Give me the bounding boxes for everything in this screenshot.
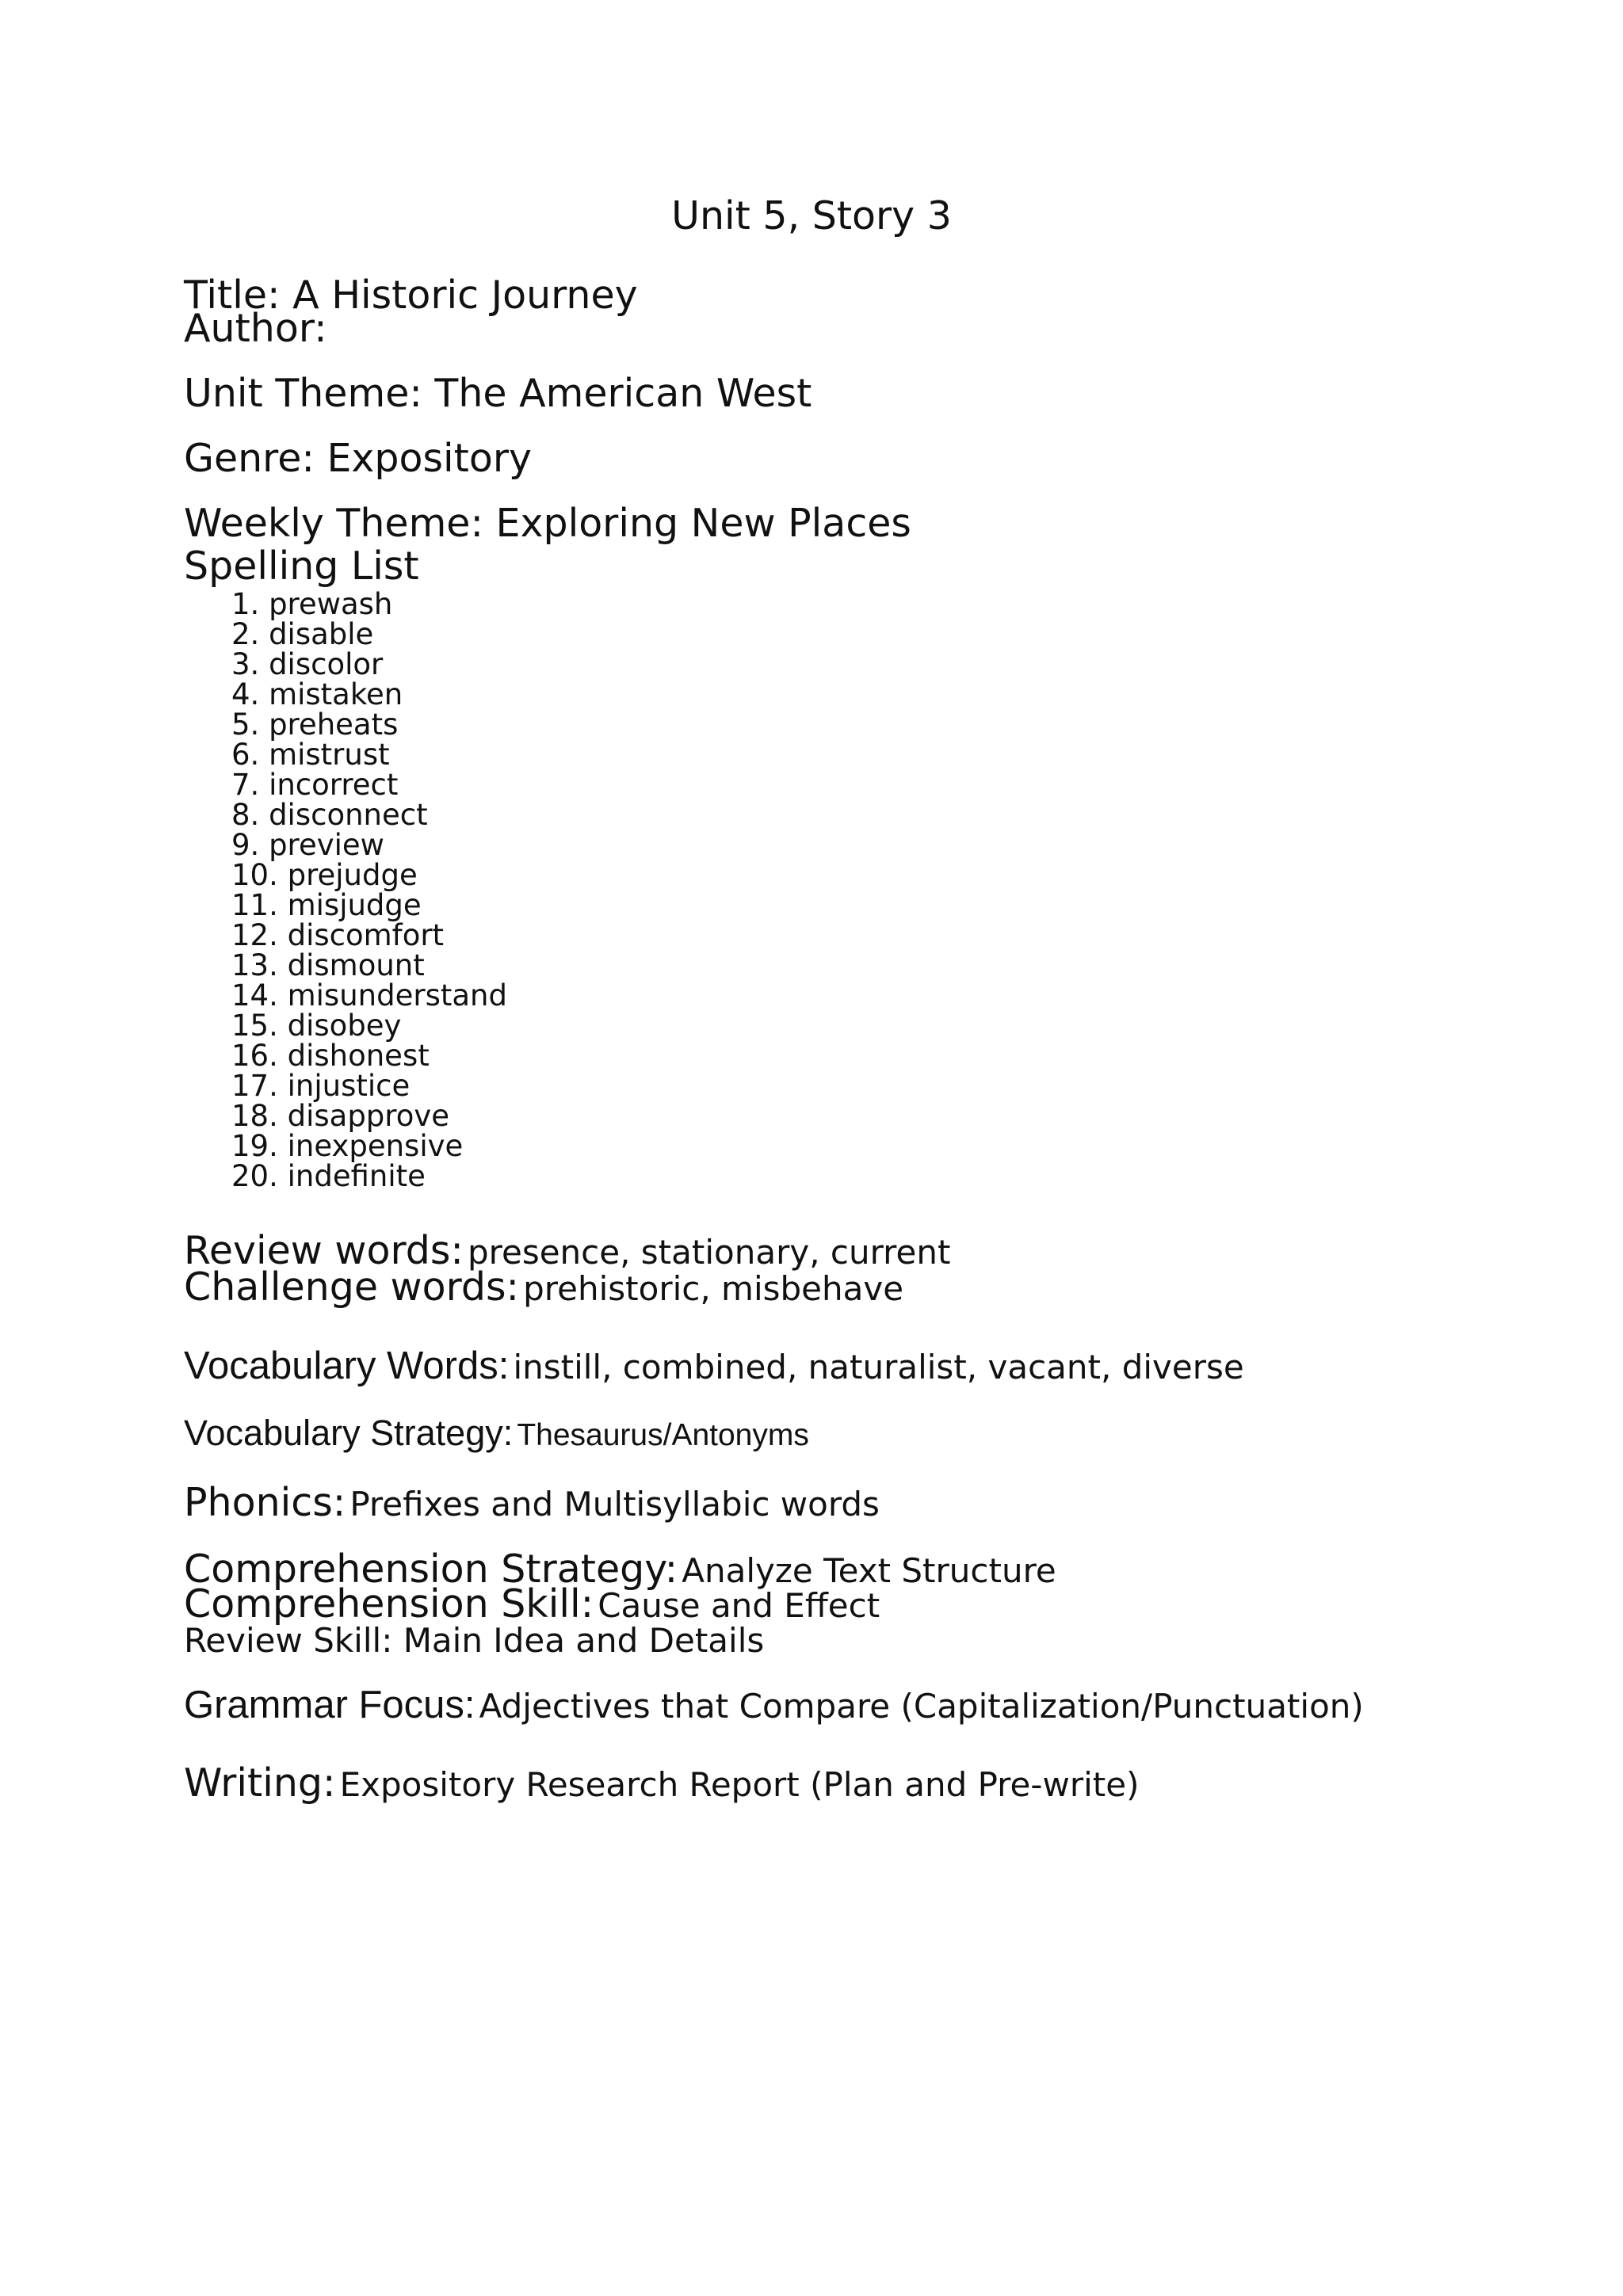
comprehension-skill-line <box>184 1581 880 1627</box>
vocabulary-strategy-label: Vocabulary Strategy: <box>184 1413 514 1453</box>
weekly-theme-line: Weekly Theme: Exploring New Places <box>184 501 911 546</box>
comprehension-strategy-value: Analyze Text Structure <box>682 1551 1056 1590</box>
vocabulary-words-line <box>184 1344 1244 1387</box>
challenge-words-label: Challenge words: <box>184 1264 520 1310</box>
spelling-list-heading: Spelling List <box>184 543 419 589</box>
author-line: Author: <box>184 306 327 351</box>
list-item: 18. disapprove <box>231 1099 449 1133</box>
list-item: 9. preview <box>231 828 384 862</box>
list-item: 6. mistrust <box>231 738 390 772</box>
genre-line: Genre: Expository <box>184 436 532 481</box>
unit-theme-line: Unit Theme: The American West <box>184 371 812 416</box>
list-item: 2. disable <box>231 617 374 651</box>
writing-value: Expository Research Report (Plan and Pre-write) <box>339 1765 1140 1804</box>
list-item: 17. injustice <box>231 1069 411 1103</box>
comprehension-strategy-label: Comprehension Strategy: <box>184 1547 678 1592</box>
phonics-line <box>184 1480 880 1525</box>
list-item: 13. dismount <box>231 948 425 982</box>
list-item: 11. misjudge <box>231 888 422 922</box>
writing-line <box>184 1760 1140 1806</box>
vocabulary-words-value: instill, combined, naturalist, vacant, diverse <box>513 1348 1244 1386</box>
vocabulary-strategy-line <box>184 1415 809 1451</box>
comprehension-skill-label: Comprehension Skill: <box>184 1581 594 1627</box>
grammar-focus-line <box>184 1686 1364 1725</box>
page-heading: Unit 5, Story 3 <box>671 193 952 238</box>
phonics-label: Phonics: <box>184 1480 346 1525</box>
list-item: 1. prewash <box>231 587 393 621</box>
comprehension-skill-value: Cause and Effect <box>598 1586 880 1625</box>
vocabulary-words-label: Vocabulary Words: <box>184 1344 510 1387</box>
grammar-focus-label: Grammar Focus: <box>184 1684 475 1726</box>
list-item: 12. discomfort <box>231 918 445 952</box>
list-item: 19. inexpensive <box>231 1129 464 1163</box>
list-item: 16. dishonest <box>231 1039 430 1073</box>
list-item: 8. disconnect <box>231 798 428 832</box>
list-item: 10. prejudge <box>231 858 418 892</box>
review-words-label: Review words: <box>184 1228 464 1273</box>
list-item: 14. misunderstand <box>231 978 507 1013</box>
list-item: 4. mistaken <box>231 677 403 711</box>
challenge-words-line <box>184 1264 904 1310</box>
list-item: 3. discolor <box>231 647 384 681</box>
vocabulary-strategy-value: Thesaurus/Antonyms <box>517 1418 809 1452</box>
challenge-words-value: prehistoric, misbehave <box>523 1269 904 1308</box>
list-item: 15. disobey <box>231 1009 402 1043</box>
grammar-focus-value: Adjectives that Compare (Capitalization/Punctuation) <box>479 1687 1364 1726</box>
phonics-value: Prefixes and Multisyllabic words <box>349 1485 880 1524</box>
title-line: Title: A Historic Journey <box>184 273 638 318</box>
list-item: 7. incorrect <box>231 768 399 802</box>
list-item: 5. preheats <box>231 707 399 742</box>
writing-label: Writing: <box>184 1760 336 1806</box>
review-words-value: presence, stationary, current <box>467 1233 951 1272</box>
list-item: 20. indefinite <box>231 1159 426 1193</box>
review-skill-line: Review Skill: Main Idea and Details <box>184 1621 765 1660</box>
